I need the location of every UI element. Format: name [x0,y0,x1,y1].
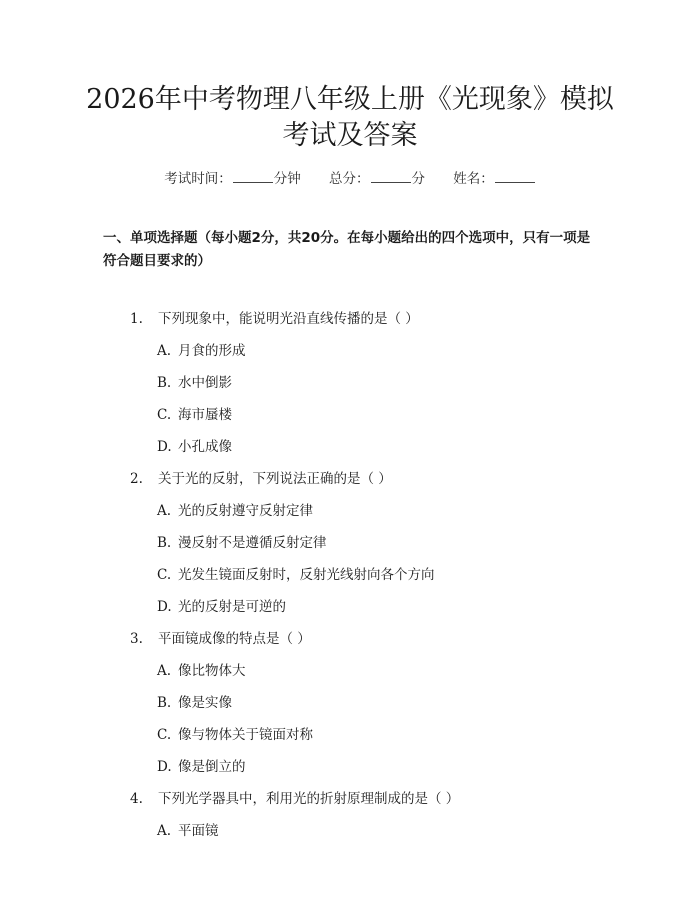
option-text: 像是实像 [178,695,232,711]
option-4a[interactable] [157,821,219,841]
option-text: 光的反射是可逆的 [178,599,286,615]
option-letter: B. [157,535,172,551]
section-heading: 一、单项选择题（每小题2分，共20分。在每小题给出的四个选项中，只有一项是符合题目要求的） [103,230,591,269]
question-text: 下列光学器具中，利用光的折射原理制成的是（ ） [158,791,460,807]
total-score-field [329,171,425,187]
page-title-line-2: 考试及答案 [282,120,418,151]
option-3b[interactable] [157,693,232,713]
option-letter: C. [157,407,172,423]
question-text: 平面镜成像的特点是（ ） [158,631,311,647]
exam-time-unit: 分钟 [273,171,301,187]
total-score-blank[interactable] [371,170,411,183]
option-letter: D. [157,599,172,615]
question-4 [130,789,459,809]
exam-time-field [164,171,301,187]
option-text: 漫反射不是遵循反射定律 [178,535,327,551]
option-text: 光发生镜面反射时，反射光线射向各个方向 [178,567,435,583]
exam-meta [0,167,700,187]
question-1 [130,309,419,329]
question-text: 下列现象中，能说明光沿直线传播的是（ ） [158,311,419,327]
question-3 [130,629,311,649]
name-label: 姓名： [453,171,494,187]
option-text: 水中倒影 [178,375,232,391]
exam-time-blank[interactable] [233,170,273,183]
option-text: 月食的形成 [178,343,246,359]
option-letter: A. [157,823,172,839]
question-number: 4. [130,791,143,807]
option-letter: A. [157,503,172,519]
option-1d[interactable] [157,437,232,457]
option-letter: C. [157,567,172,583]
option-text: 像比物体大 [178,663,246,679]
question-2 [130,469,392,489]
option-3a[interactable] [157,661,246,681]
total-score-label: 总分： [329,171,370,187]
option-2b[interactable] [157,533,327,553]
option-letter: D. [157,759,172,775]
option-2c[interactable] [157,565,435,585]
exam-time-label: 考试时间： [164,171,232,187]
name-blank[interactable] [495,170,535,183]
option-2a[interactable] [157,501,313,521]
option-1b[interactable] [157,373,232,393]
option-text: 像与物体关于镜面对称 [178,727,313,743]
option-text: 平面镜 [178,823,219,839]
option-3d[interactable] [157,757,246,777]
question-number: 2. [130,471,143,487]
total-score-unit: 分 [411,171,425,187]
option-letter: B. [157,695,172,711]
option-letter: D. [157,439,172,455]
option-letter: C. [157,727,172,743]
option-1a[interactable] [157,341,246,361]
option-text: 小孔成像 [178,439,232,455]
option-text: 海市蜃楼 [178,407,232,423]
option-3c[interactable] [157,725,313,745]
option-text: 像是倒立的 [178,759,246,775]
question-number: 1. [130,311,143,327]
option-letter: A. [157,663,172,679]
option-letter: B. [157,375,172,391]
option-1c[interactable] [157,405,232,425]
name-field [453,171,536,187]
question-text: 关于光的反射，下列说法正确的是（ ） [158,471,392,487]
option-text: 光的反射遵守反射定律 [178,503,313,519]
option-letter: A. [157,343,172,359]
page-title-line-1: 2026年中考物理八年级上册《光现象》模拟 [86,84,614,115]
question-number: 3. [130,631,143,647]
option-2d[interactable] [157,597,286,617]
